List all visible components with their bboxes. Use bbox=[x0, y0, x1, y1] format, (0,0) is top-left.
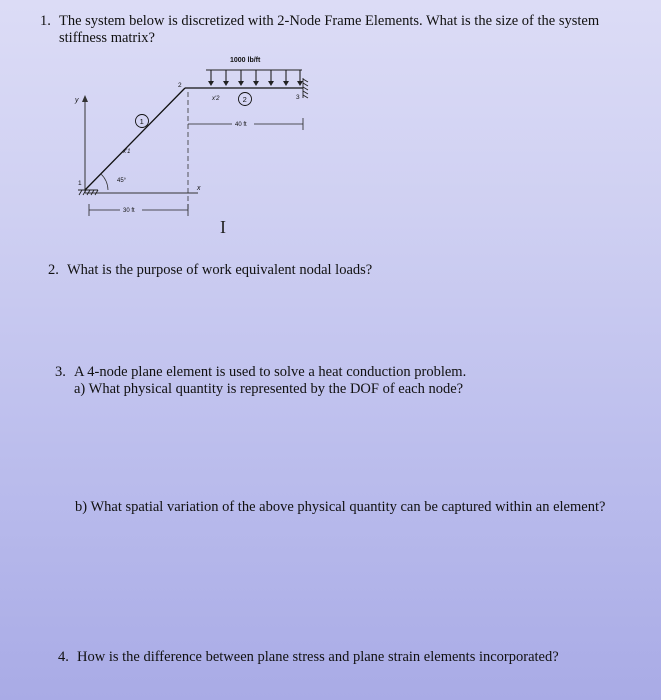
angle-label: 45° bbox=[117, 178, 127, 184]
y-axis-label: y bbox=[75, 97, 79, 104]
question-2 bbox=[48, 262, 372, 279]
question-1-text-line1: The system below is discretized with 2-Node Frame Elements. What is the size of the system bbox=[59, 13, 600, 29]
question-4-number: 4. bbox=[58, 649, 69, 665]
question-1-number: 1. bbox=[40, 13, 51, 29]
node-3-label: 3 bbox=[296, 94, 300, 101]
question-2-number: 2. bbox=[48, 262, 59, 278]
support-node-3 bbox=[303, 78, 308, 98]
node-2-label: 2 bbox=[178, 82, 182, 89]
element-1-member bbox=[85, 88, 185, 190]
local-axis-x1-label: x′1 bbox=[123, 149, 131, 155]
node-1-label: 1 bbox=[78, 180, 82, 187]
question-3-text: A 4-node plane element is used to solve a heat conduction problem. bbox=[74, 364, 467, 380]
angle-arc bbox=[101, 174, 108, 190]
dimension-30ft-label: 30 ft bbox=[123, 208, 135, 214]
question-3 bbox=[55, 364, 466, 381]
question-2-text: What is the purpose of work equivalent nodal loads? bbox=[67, 262, 373, 278]
question-3-number: 3. bbox=[55, 364, 66, 380]
element-1-label: 1 bbox=[139, 117, 144, 126]
question-4-text: How is the difference between plane stress and plane strain elements incorporated? bbox=[77, 649, 559, 665]
x-axis-label: x bbox=[197, 185, 201, 192]
question-3a: a) What physical quantity is represented by the DOF of each node? bbox=[74, 381, 464, 397]
load-label: 1000 lb/ft bbox=[230, 57, 261, 64]
question-1-text-line2: stiffness matrix? bbox=[59, 30, 155, 46]
load-arrowheads bbox=[208, 81, 303, 86]
dimension-40ft-label: 40 ft bbox=[235, 122, 247, 128]
question-3b: b) What spatial variation of the above physical quantity can be captured within an element? bbox=[75, 499, 606, 515]
element-2-label: 2 bbox=[242, 95, 247, 104]
question-1 bbox=[40, 13, 599, 47]
frame-figure bbox=[60, 50, 330, 225]
question-4 bbox=[58, 649, 559, 666]
local-axis-x2-label: x′2 bbox=[212, 96, 220, 102]
text-cursor-icon: I bbox=[220, 217, 226, 237]
y-axis-arrow bbox=[82, 95, 88, 102]
dimension-30ft bbox=[89, 204, 188, 216]
